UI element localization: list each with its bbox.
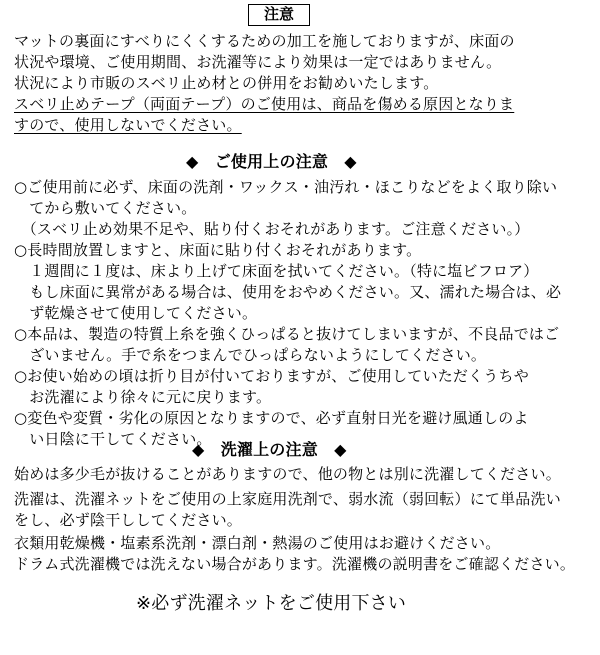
notice-warning-line: すので、使用しないでください。: [14, 116, 242, 134]
washing-line: をし、必ず陰干ししてください。: [14, 511, 243, 529]
usage-line: ○本品は、製造の特質上糸を強くひっぱると抜けてしまいますが、不良品ではご: [14, 325, 560, 343]
notice-line: 状況により市販のスベリ止め材との併用をお勧めいたします。: [14, 74, 439, 92]
usage-line: てから敷いてください。: [14, 199, 197, 217]
usage-line: ざいません。手で糸をつまんでひっぱらないようにしてください。: [14, 346, 487, 364]
usage-line: ○変色や変質・劣化の原因となりますので、必ず直射日光を避け風通しのよ: [14, 409, 529, 427]
usage-line: い日陰に干してください。: [14, 430, 212, 448]
usage-line: ○長時間放置しますと、床面に貼り付くおそれがあります。: [14, 241, 422, 259]
notice-line: マットの裏面にすべりにくくするための加工を施しておりますが、床面の: [14, 32, 515, 50]
usage-line: ○お使い始めの頃は折り目が付いておりますが、ご使用していただくうちや: [14, 367, 529, 385]
notice-warning-line: スベリ止めテープ（両面テープ）のご使用は、商品を傷める原因となりま: [14, 95, 515, 113]
washing-closing-note: ※必ず洗濯ネットをご使用下さい: [136, 593, 407, 614]
notice-title: 注意: [263, 5, 294, 23]
washing-line: 始めは多少毛が抜けることがありますので、他の物とは別に洗濯してください。: [14, 465, 561, 483]
usage-line: もし床面に異常がある場合は、使用をおやめください。又、濡れた場合は、必: [14, 283, 562, 301]
usage-heading: ◆ ご使用上の注意 ◆: [186, 152, 357, 171]
usage-line: ず乾燥させて使用してください。: [14, 304, 258, 322]
usage-line: ○ご使用前に必ず、床面の洗剤・ワックス・油汚れ・ほこりなどをよく取り除い: [14, 178, 558, 196]
usage-line: １週間に１度は、床より上げて床面を拭いてください。（特に塩ビフロア）: [14, 262, 539, 280]
usage-line: （スベリ止め効果不足や、貼り付くおそれがあります。ご注意ください。）: [14, 220, 530, 238]
washing-line: ドラム式洗濯機では洗えない場合があります。洗濯機の説明書をご確認ください。: [14, 555, 576, 573]
washing-line: 洗濯は、洗濯ネットをご使用の上家庭用洗剤で、弱水流（弱回転）にて単品洗い: [14, 490, 561, 508]
washing-line: 衣類用乾燥機・塩素系洗剤・漂白剤・熱湯のご使用はお避けください。: [14, 534, 501, 552]
washing-heading: ◆ 洗濯上の注意 ◆: [192, 440, 347, 459]
notice-line: 状況や環境、ご使用期間、お洗濯等により効果は一定ではありません。: [14, 53, 502, 71]
usage-line: お洗濯により徐々に元に戻ります。: [14, 388, 272, 406]
notice-title-box: [248, 4, 310, 26]
